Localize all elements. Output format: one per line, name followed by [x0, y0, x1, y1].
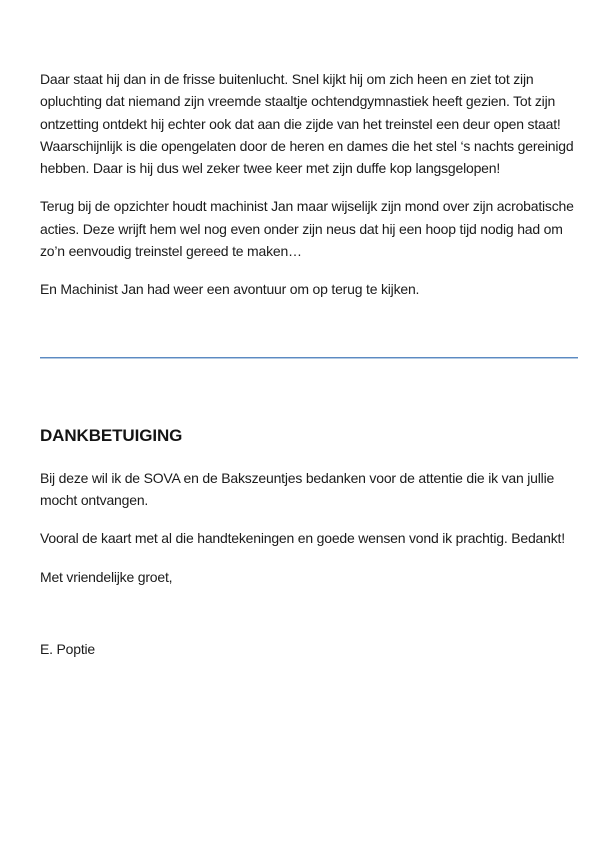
ack-paragraph-2: Vooral de kaart met al die handtekeningen en goede wensen vond ik prachtig. Bedankt!	[40, 530, 565, 547]
section-divider	[40, 357, 578, 359]
acknowledgement-section	[40, 423, 578, 660]
story-section	[40, 68, 578, 301]
ack-paragraph-1: Bij deze wil ik de SOVA en de Bakszeuntjes bedanken voor de attentie die ik van jullie mocht ontvangen.	[40, 469, 555, 508]
story-paragraph-2: Terug bij de opzichter houdt machinist Jan maar wijselijk zijn mond over zijn acrobatische acties. Deze wrijft hem wel nog even onder zijn neus dat hij een hoop tijd nodig had om zo’n eenvoudig treinstel gereed te maken…	[40, 198, 574, 260]
story-paragraph-1: Daar staat hij dan in de frisse buitenlucht. Snel kijkt hij om zich heen en ziet tot zijn opluchting dat niemand zijn vreemde staaltje ochtendgymnastiek heeft gezien. Tot zijn ontzetting ontdekt hij echter ook dat aan die zijde van het treinstel een deur open staat! Waarschijnlijk is die opengelaten door de heren en dames die het stel ‘s nachts gereinigd hebben. Daar is hij dus wel zeker twee keer met zijn duffe kop langsgelopen!	[40, 71, 574, 177]
section-heading: DANKBETUIGING	[40, 425, 183, 445]
closing-line: Met vriendelijke groet,	[40, 568, 173, 585]
signature-line: E. Poptie	[40, 640, 96, 657]
story-paragraph-3: En Machinist Jan had weer een avontuur om op terug te kijken.	[40, 281, 420, 298]
